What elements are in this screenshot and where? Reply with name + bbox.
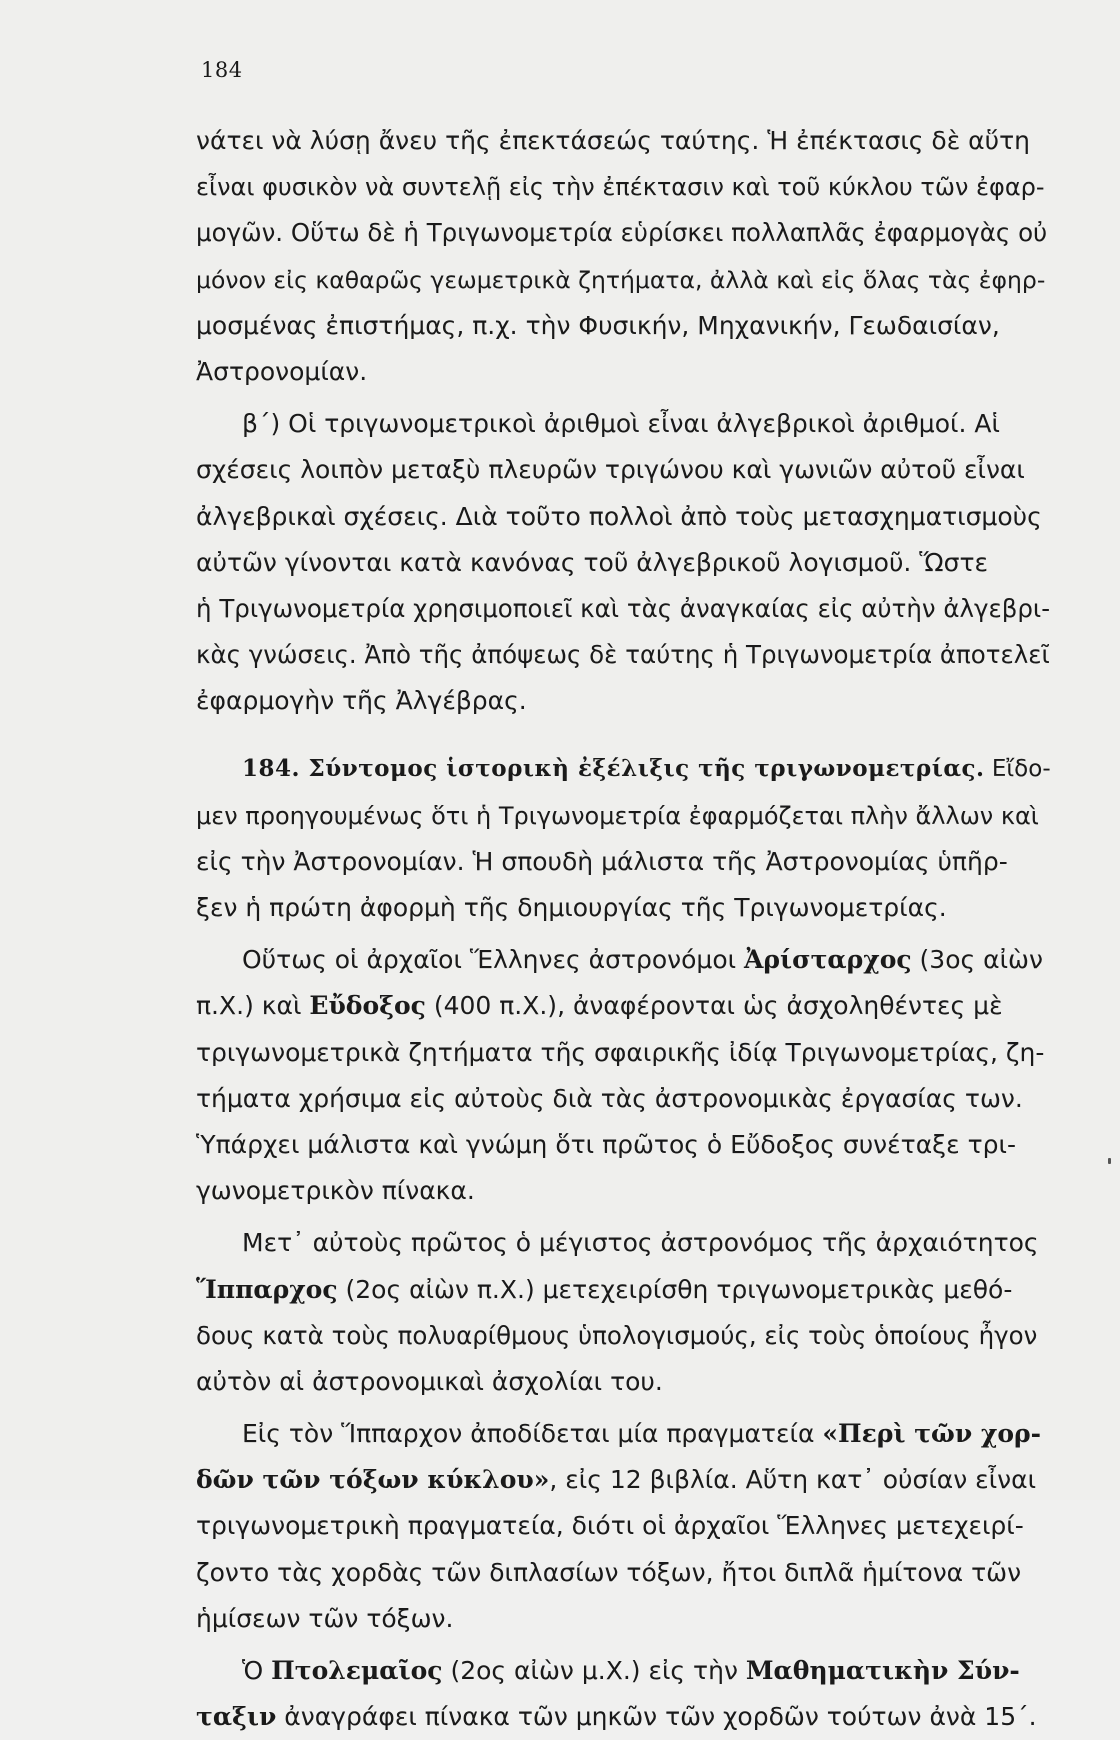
paragraph-ptolemy <box>196 1648 1046 1740</box>
text-span: (3ος αἰὼν <box>911 945 1043 975</box>
text-line: Μετ᾽ αὐτοὺς πρῶτος ὁ μέγιστος ἀστρονόμος τῆς ἀρχαιότητος <box>242 1228 1039 1258</box>
paragraph-applications <box>196 118 1046 395</box>
text-line: τριγωνομετρικὴ πραγματεία, διότι οἱ ἀρχαῖοι Ἕλληνες μετεχειρί- <box>196 1511 1024 1541</box>
text-line: μοσμένας ἐπιστήμας, π.χ. τὴν Φυσικήν, Μηχανικήν, Γεωδαισίαν, <box>196 310 1000 340</box>
text-line: ἡ Τριγωνομετρία χρησιμοποιεῖ καὶ τὰς ἀναγκαίας εἰς αὐτὴν ἀλγεβρι- <box>196 593 1051 623</box>
text-span: , εἰς 12 βιβλία. Αὕτη κατ᾽ οὐσίαν εἶναι <box>549 1465 1037 1495</box>
text-line: Ἀστρονομίαν. <box>196 356 368 386</box>
text-line: γωνομετρικὸν πίνακα. <box>196 1176 475 1206</box>
text-line: Ὑπάρχει μάλιστα καὶ γνώμη ὅτι πρῶτος ὁ Εὔδοξος συνέταξε τρι- <box>196 1129 1016 1159</box>
page-number: 184 <box>201 58 243 82</box>
text-line: εἶναι φυσικὸν νὰ συντελῇ εἰς τὴν ἐπέκτασιν καὶ τοῦ κύκλου τῶν ἐφαρ- <box>196 173 1045 202</box>
section-heading: 184. Σύντομος ἱστορικὴ ἐξέλιξις τῆς τριγωνομετρίας. <box>242 755 985 783</box>
name-aristarchus: Ἀρίσταρχος <box>744 945 912 975</box>
body-text <box>196 118 1051 1740</box>
text-line: τήματα χρήσιμα εἰς αὐτοὺς διὰ τὰς ἀστρονομικὰς ἐργασίας των. <box>196 1083 1023 1113</box>
text-line <box>196 1457 1046 1503</box>
text-line: αὐτὸν αἱ ἀστρονομικαὶ ἀσχολίαι του. <box>196 1366 663 1396</box>
text-span: ἀναγράφει πίνακα τῶν μηκῶν τῶν χορδῶν τούτων ἀνὰ 15΄. <box>276 1702 1037 1732</box>
text-line <box>196 1648 1046 1694</box>
text-line: μογῶν. Οὕτω δὲ ἡ Τριγωνομετρία εὑρίσκει πολλαπλᾶς ἐφαρμογὰς οὐ <box>196 218 1048 248</box>
paragraph-chords-treatise <box>196 1411 1046 1642</box>
section-heading-tail: Εἴδο- <box>984 756 1051 783</box>
text-line: κὰς γνώσεις. Ἀπὸ τῆς ἀπόψεως δὲ ταύτης ἡ Τριγωνομετρία ἀποτελεῖ <box>196 640 1050 670</box>
work-syntaxis-cont: ταξιν <box>196 1702 277 1732</box>
text-span: Ὁ <box>242 1656 272 1685</box>
name-hipparchus: Ἵππαρχος <box>196 1274 338 1304</box>
name-eudoxus: Εὔδοξος <box>309 991 426 1021</box>
work-syntaxis: Μαθηματικὴν Σύν- <box>745 1656 1020 1685</box>
text-line: ξεν ἡ πρώτη ἀφορμὴ τῆς δημιουργίας τῆς Τριγωνομετρίας. <box>196 893 947 922</box>
paragraph-algebraic <box>196 401 1051 724</box>
text-line <box>196 1694 1046 1740</box>
section-heading-line <box>196 746 1051 792</box>
text-line: τριγωνομετρικὰ ζητήματα τῆς σφαιρικῆς ἰδίᾳ Τριγωνομετρίας, ζη- <box>196 1037 1045 1067</box>
paragraph-hipparchus <box>196 1220 1046 1405</box>
text-line: β΄) Οἱ τριγωνομετρικοὶ ἀριθμοὶ εἶναι ἀλγεβρικοὶ ἀριθμοί. Αἱ <box>242 409 1000 439</box>
text-line: ζοντο τὰς χορδὰς τῶν διπλασίων τόξων, ἤτοι διπλᾶ ἡμίτονα τῶν <box>196 1557 1022 1587</box>
text-line: αὐτῶν γίνονται κατὰ κανόνας τοῦ ἀλγεβρικοῦ λογισμοῦ. Ὥστε <box>196 547 989 577</box>
text-line: ἐφαρμογὴν τῆς Ἀλγέβρας. <box>196 686 527 716</box>
name-ptolemy: Πτολεμαῖος <box>271 1656 443 1685</box>
text-line: ἀλγεβρικαὶ σχέσεις. Διὰ τοῦτο πολλοὶ ἀπὸ τοὺς μετασχηματισμοὺς <box>196 501 1042 531</box>
paragraph-aristarchus <box>196 937 1046 1214</box>
text-line: εἰς τὴν Ἀστρονομίαν. Ἡ σπουδὴ μάλιστα τῆς Ἀστρονομίας ὑπῆρ- <box>196 846 1008 876</box>
text-line <box>196 983 1046 1029</box>
text-line: σχέσεις λοιπὸν μεταξὺ πλευρῶν τριγώνου καὶ γωνιῶν αὐτοῦ εἶναι <box>196 455 1025 485</box>
text-line: ἡμίσεων τῶν τόξων. <box>196 1603 454 1633</box>
text-line: δους κατὰ τοὺς πολυαρίθμους ὑπολογισμούς, εἰς τοὺς ὁποίους ἦγον <box>196 1320 1038 1350</box>
text-span: (2ος αἰὼν μ.Χ.) εἰς τὴν <box>442 1656 746 1685</box>
treatise-title: «Περὶ τῶν χορ- <box>822 1419 1042 1449</box>
text-line <box>196 1267 1046 1313</box>
text-line: νάτει νὰ λύσῃ ἄνευ τῆς ἐπεκτάσεώς ταύτης. Ἡ ἐπέκτασις δὲ αὕτη <box>196 126 1030 155</box>
text-line: μόνον εἰς καθαρῶς γεωμετρικὰ ζητήματα, ἀλλὰ καὶ εἰς ὅλας τὰς ἐφηρ- <box>196 265 1046 294</box>
text-span: Οὕτως οἱ ἀρχαῖοι Ἕλληνες ἀστρονόμοι <box>242 945 745 975</box>
text-line: μεν προηγουμένως ὅτι ἡ Τριγωνομετρία ἐφαρμόζεται πλὴν ἄλλων καὶ <box>196 801 1039 830</box>
text-span: (2ος αἰὼν π.Χ.) μετεχειρίσθη τριγωνομετρικὰς μεθό- <box>337 1274 1013 1304</box>
text-line <box>196 1411 1046 1457</box>
text-span: (400 π.Χ.), ἀναφέρονται ὡς ἀσχοληθέντες μὲ <box>425 991 1003 1021</box>
text-span: π.Χ.) καὶ <box>196 991 310 1021</box>
margin-mark <box>1108 1158 1111 1164</box>
text-span: Εἰς τὸν Ἵππαρχον ἀποδίδεται μία πραγματεία <box>242 1419 823 1449</box>
text-line <box>196 937 1046 983</box>
treatise-title-cont: δῶν τῶν τόξων κύκλου» <box>196 1465 550 1495</box>
section-history <box>196 746 1051 931</box>
